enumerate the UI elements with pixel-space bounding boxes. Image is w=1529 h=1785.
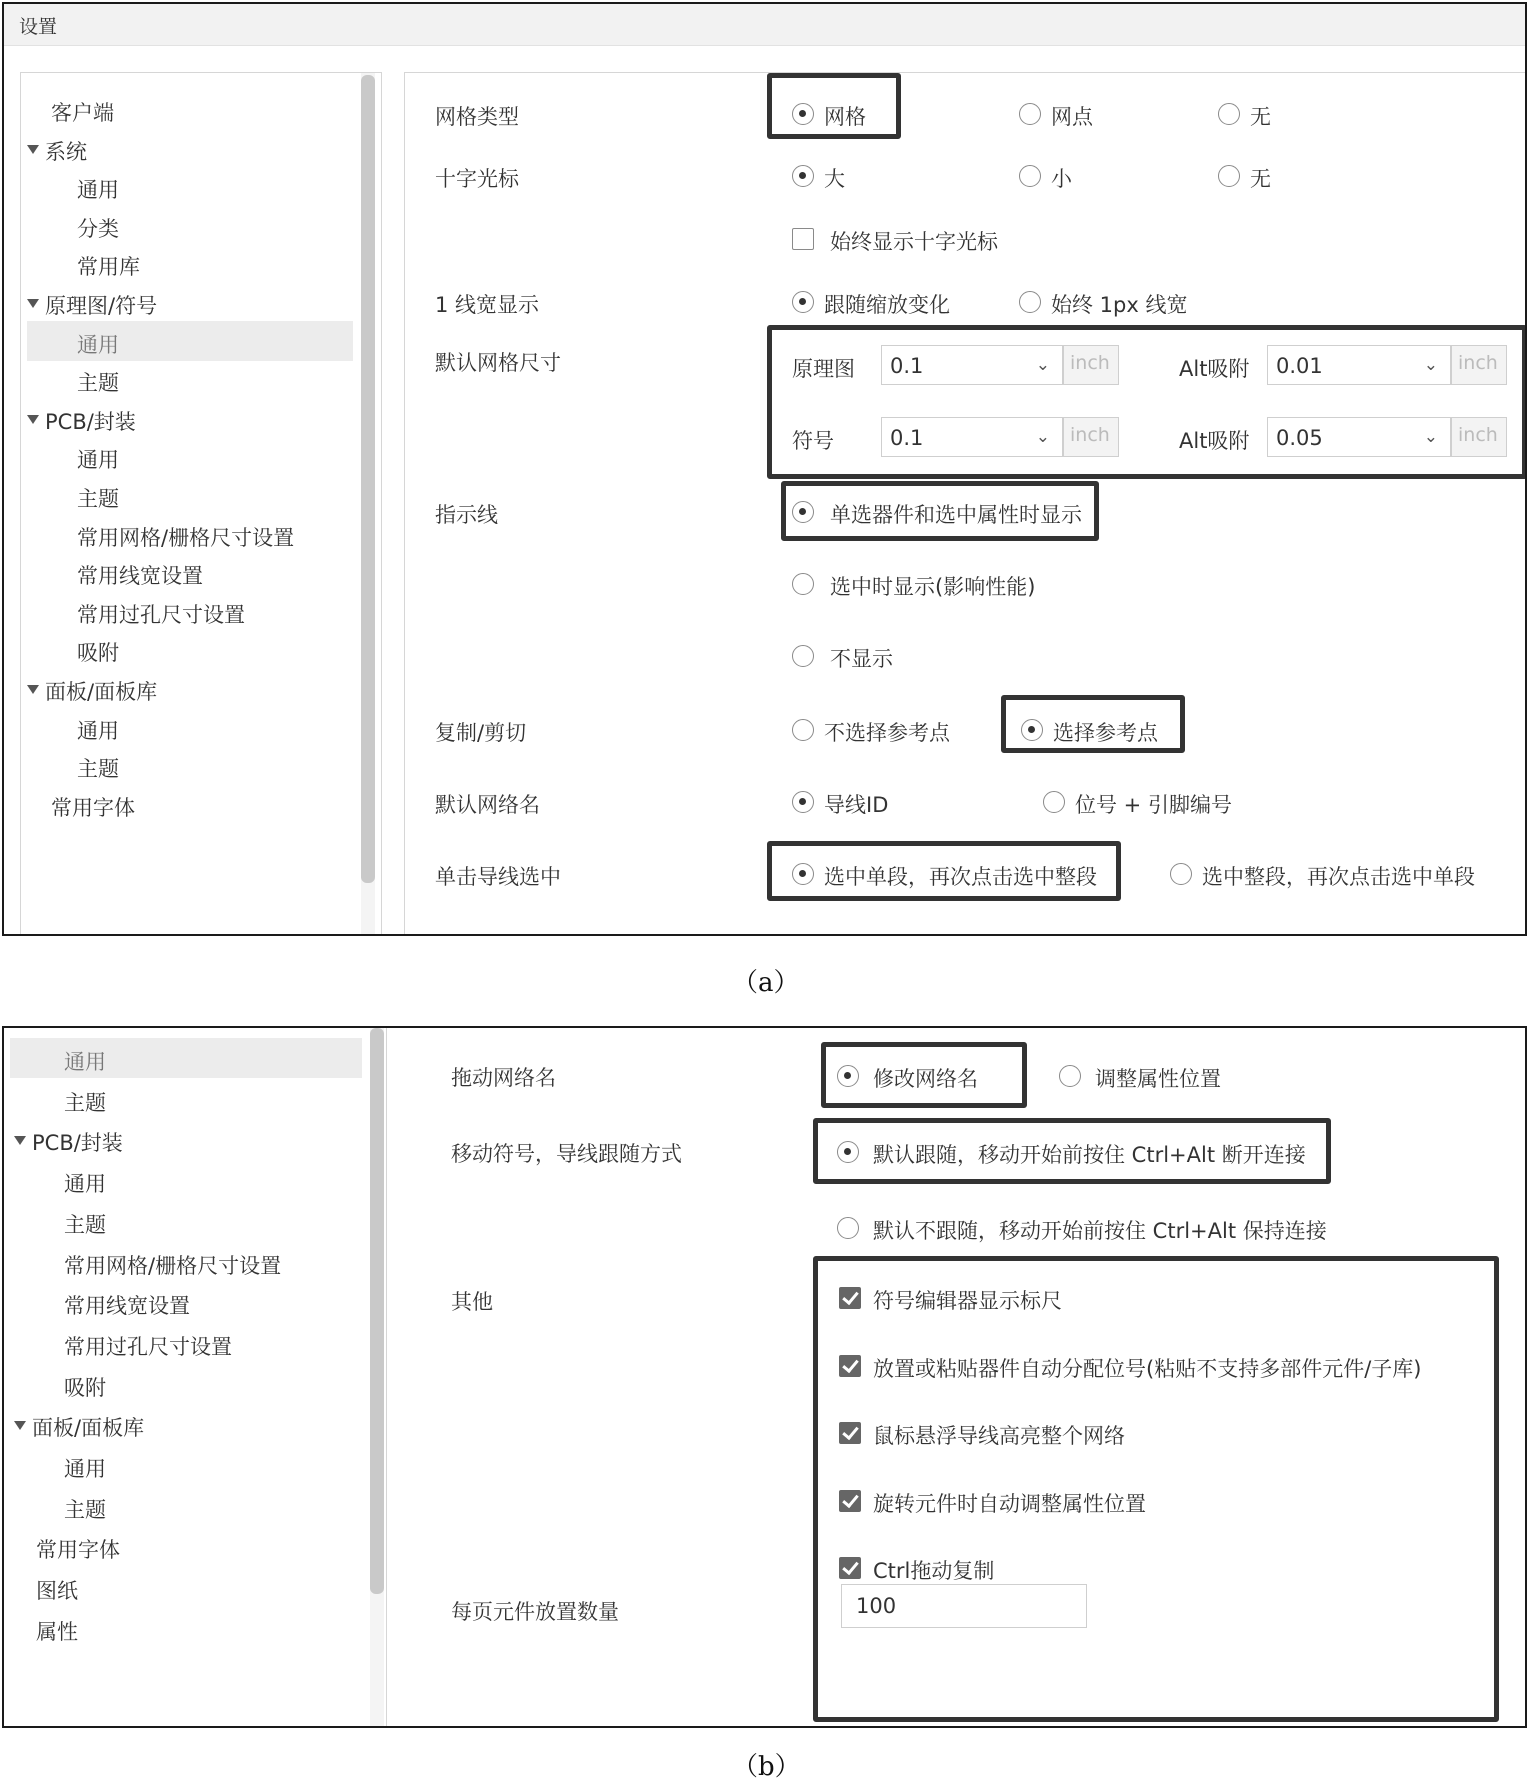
nav-item[interactable] xyxy=(21,475,381,515)
nav-item-label: 主题 xyxy=(77,371,119,396)
nav-item-label: 常用线宽设置 xyxy=(77,564,203,589)
nav-item[interactable] xyxy=(4,1445,386,1485)
nav-item-label: 常用网格/栅格尺寸设置 xyxy=(64,1253,282,1278)
radio-icon xyxy=(1019,291,1041,313)
chevron-down-icon: ⌄ xyxy=(1423,355,1438,375)
nav-item[interactable] xyxy=(4,1079,386,1119)
symbol-alt-snap-label: Alt吸附 xyxy=(1179,429,1250,453)
nav-item-label: 常用字体 xyxy=(36,1538,120,1563)
nav-item[interactable] xyxy=(21,707,381,747)
nav-item[interactable] xyxy=(4,1038,386,1078)
nav-item[interactable] xyxy=(21,784,381,824)
nav-item-label: 通用 xyxy=(77,718,119,743)
unit-label: inch xyxy=(1451,417,1507,457)
checkbox-icon xyxy=(839,1557,861,1579)
nav-item-label: 通用 xyxy=(77,332,119,357)
nav-item[interactable] xyxy=(4,1160,386,1200)
checkbox-label: 放置或粘贴器件自动分配位号(粘贴不支持多部件元件/子库) xyxy=(873,1356,1422,1381)
settings-nav-tree xyxy=(20,72,382,936)
nav-group[interactable] xyxy=(21,668,381,708)
nav-item-label: 面板/面板库 xyxy=(45,680,158,704)
checkbox-icon xyxy=(839,1422,861,1444)
nav-item[interactable] xyxy=(21,552,381,592)
nav-item-label: 通用 xyxy=(64,1172,106,1197)
nav-item[interactable] xyxy=(21,359,381,399)
settings-content: 网格类型 网格 网点 无 十字光标 大 小 无 始终显示十字光标 1 线宽显示 跟随缩放变化 始终 1px 线宽 默认网格尺寸 原理图 0.1 ⌄ inch Alt吸附 0.01 ⌄ inch 符号 0.1 ⌄ inch Alt吸附 0.05 ⌄ inch 指示线 单选器件和选中属性时显示 选中时显示(影响性能) 不显示 复制/剪切 不选择参考点 选择参考点 默认网络名 导线ID 位号 + 引脚编号 单击导线选中 选中单段，再次点击选中整段 选中整段，再次点击选中单段 xyxy=(404,72,1527,936)
checkbox-label: 鼠标悬浮导线高亮整个网络 xyxy=(873,1424,1125,1448)
nav-item-label: PCB/封装 xyxy=(32,1131,123,1156)
nav-item[interactable] xyxy=(4,1242,386,1282)
nav-item[interactable] xyxy=(4,1201,386,1241)
nav-item-label: 主题 xyxy=(64,1212,106,1237)
nav-item-label: 常用网格/栅格尺寸设置 xyxy=(77,525,295,550)
radio-icon xyxy=(792,863,814,885)
nav-item[interactable] xyxy=(4,1608,386,1648)
expand-triangle-icon[interactable] xyxy=(27,299,39,308)
radio-icon xyxy=(792,165,814,187)
radio-icon xyxy=(1019,103,1041,125)
radio-icon xyxy=(792,291,814,313)
radio-icon xyxy=(1218,165,1240,187)
copy-cut-label: 复制/剪切 xyxy=(435,721,527,745)
radio-icon xyxy=(1170,863,1192,885)
nav-item[interactable] xyxy=(4,1323,386,1363)
nav-item[interactable] xyxy=(21,205,381,245)
expand-triangle-icon[interactable] xyxy=(27,685,39,694)
nav-group[interactable] xyxy=(4,1119,386,1159)
nav-item[interactable] xyxy=(21,243,381,283)
symbol-grid-select[interactable]: 0.1 ⌄ xyxy=(881,417,1063,457)
schematic-label: 原理图 xyxy=(792,357,855,381)
checkbox-label: 符号编辑器显示标尺 xyxy=(873,1289,1062,1313)
nav-item[interactable] xyxy=(21,629,381,669)
schematic-grid-select[interactable]: 0.1 ⌄ xyxy=(881,345,1063,385)
nav-item-label: 常用字体 xyxy=(51,795,135,820)
checkbox-icon xyxy=(839,1355,861,1377)
nav-item-label: 通用 xyxy=(77,178,119,203)
nav-item-label: 主题 xyxy=(64,1497,106,1522)
caption-a: （a） xyxy=(732,968,800,998)
radio-icon xyxy=(1019,165,1041,187)
nav-item[interactable] xyxy=(21,166,381,206)
unit-label: inch xyxy=(1063,417,1119,457)
schematic-alt-snap-label: Alt吸附 xyxy=(1179,357,1250,381)
nav-group[interactable] xyxy=(4,1404,386,1444)
nav-item-label: 常用过孔尺寸设置 xyxy=(77,602,245,627)
expand-triangle-icon[interactable] xyxy=(14,1421,26,1430)
radio-icon xyxy=(837,1141,859,1163)
symbol-alt-snap-select[interactable]: 0.05 ⌄ xyxy=(1267,417,1451,457)
radio-icon xyxy=(1059,1065,1081,1087)
radio-icon xyxy=(1021,719,1043,741)
nav-item[interactable] xyxy=(21,436,381,476)
chevron-down-icon: ⌄ xyxy=(1423,427,1438,447)
nav-item[interactable] xyxy=(21,745,381,785)
drag-net-name-label: 拖动网络名 xyxy=(451,1066,556,1090)
expand-triangle-icon[interactable] xyxy=(27,415,39,424)
settings-content: 拖动网络名 修改网络名 调整属性位置 移动符号，导线跟随方式 默认跟随，移动开始前按住 Ctrl+Alt 断开连接 默认不跟随，移动开始前按住 Ctrl+Alt 保持连接 其他 符号编辑器显示标尺 放置或粘贴器件自动分配位号(粘贴不支持多部件元件/子库) 鼠标悬浮导线高亮整个网络 旋转元件时自动调整属性位置 Ctrl拖动复制 每页元件放置数量 100 xyxy=(386,1028,1527,1728)
schematic-alt-snap-select[interactable]: 0.01 ⌄ xyxy=(1267,345,1451,385)
nav-item-label: 系统 xyxy=(45,139,87,164)
chevron-down-icon: ⌄ xyxy=(1035,427,1050,447)
radio-icon xyxy=(792,501,814,523)
line-width-display-label: 1 线宽显示 xyxy=(435,293,540,317)
other-label: 其他 xyxy=(451,1290,493,1314)
radio-icon xyxy=(837,1065,859,1087)
radio-icon xyxy=(792,645,814,667)
nav-item[interactable] xyxy=(4,1567,386,1607)
nav-item[interactable] xyxy=(21,321,381,361)
nav-item-label: PCB/封装 xyxy=(45,409,136,434)
expand-triangle-icon[interactable] xyxy=(27,145,39,154)
unit-label: inch xyxy=(1063,345,1119,385)
nav-item-label: 主题 xyxy=(64,1090,106,1115)
checkbox-icon xyxy=(792,228,814,250)
guide-line-label: 指示线 xyxy=(435,503,498,527)
per-page-count-label: 每页元件放置数量 xyxy=(451,1600,619,1624)
scrollbar-thumb[interactable] xyxy=(361,75,375,883)
nav-group[interactable] xyxy=(21,398,381,438)
nav-item[interactable] xyxy=(4,1486,386,1526)
checkbox-icon xyxy=(839,1287,861,1309)
nav-item-label: 原理图/符号 xyxy=(45,294,158,318)
grid-type-label: 网格类型 xyxy=(435,105,519,129)
nav-item-label: 客户端 xyxy=(51,101,114,125)
click-wire-select-label: 单击导线选中 xyxy=(435,865,561,889)
nav-item-label: 分类 xyxy=(77,216,119,241)
title-bar xyxy=(4,4,1525,46)
radio-icon xyxy=(792,573,814,595)
move-symbol-wire-label: 移动符号，导线跟随方式 xyxy=(451,1142,682,1166)
nav-item-label: 吸附 xyxy=(77,641,119,666)
checkbox-label: Ctrl拖动复制 xyxy=(873,1559,995,1583)
default-grid-size-label: 默认网格尺寸 xyxy=(435,351,561,375)
nav-item[interactable] xyxy=(21,514,381,554)
nav-item[interactable] xyxy=(4,1526,386,1566)
nav-item-label: 常用过孔尺寸设置 xyxy=(64,1334,232,1359)
settings-window-a xyxy=(2,2,1527,936)
checkbox-label: 旋转元件时自动调整属性位置 xyxy=(873,1491,1146,1516)
expand-triangle-icon[interactable] xyxy=(14,1136,26,1145)
nav-item-label: 属性 xyxy=(36,1619,78,1644)
nav-item[interactable] xyxy=(4,1364,386,1404)
nav-item-label: 图纸 xyxy=(36,1579,78,1604)
per-page-count-input[interactable]: 100 xyxy=(841,1584,1087,1628)
radio-icon xyxy=(792,719,814,741)
nav-item-label: 主题 xyxy=(77,487,119,511)
nav-group[interactable] xyxy=(21,128,381,168)
nav-item-label: 通用 xyxy=(77,448,119,473)
caption-b: （b） xyxy=(732,1752,801,1782)
nav-item-label: 常用库 xyxy=(77,255,140,280)
nav-item[interactable] xyxy=(4,1282,386,1322)
radio-icon xyxy=(792,791,814,813)
selection-highlight xyxy=(10,1038,362,1078)
nav-item-label: 通用 xyxy=(64,1050,106,1074)
symbol-label: 符号 xyxy=(792,429,834,453)
nav-item-label: 面板/面板库 xyxy=(32,1416,145,1441)
unit-label: inch xyxy=(1451,345,1507,385)
selection-highlight xyxy=(27,321,353,361)
settings-window-b xyxy=(2,1026,1527,1728)
radio-icon xyxy=(1043,791,1065,813)
nav-group[interactable] xyxy=(21,282,381,322)
nav-item[interactable] xyxy=(21,89,381,129)
window-title: 设置 xyxy=(19,16,58,38)
checkbox-icon xyxy=(839,1490,861,1512)
chevron-down-icon: ⌄ xyxy=(1035,355,1050,375)
radio-icon xyxy=(792,103,814,125)
nav-item-label: 吸附 xyxy=(64,1375,106,1400)
nav-item-label: 通用 xyxy=(64,1457,106,1481)
nav-item-label: 常用线宽设置 xyxy=(64,1294,190,1319)
radio-icon xyxy=(1218,103,1240,125)
nav-item-label: 主题 xyxy=(77,757,119,782)
radio-icon xyxy=(837,1217,859,1239)
crosshair-label: 十字光标 xyxy=(435,167,519,191)
settings-nav-tree xyxy=(4,1028,386,1728)
scrollbar-thumb[interactable] xyxy=(370,1028,384,1594)
default-net-name-label: 默认网络名 xyxy=(435,793,540,817)
nav-item[interactable] xyxy=(21,591,381,631)
